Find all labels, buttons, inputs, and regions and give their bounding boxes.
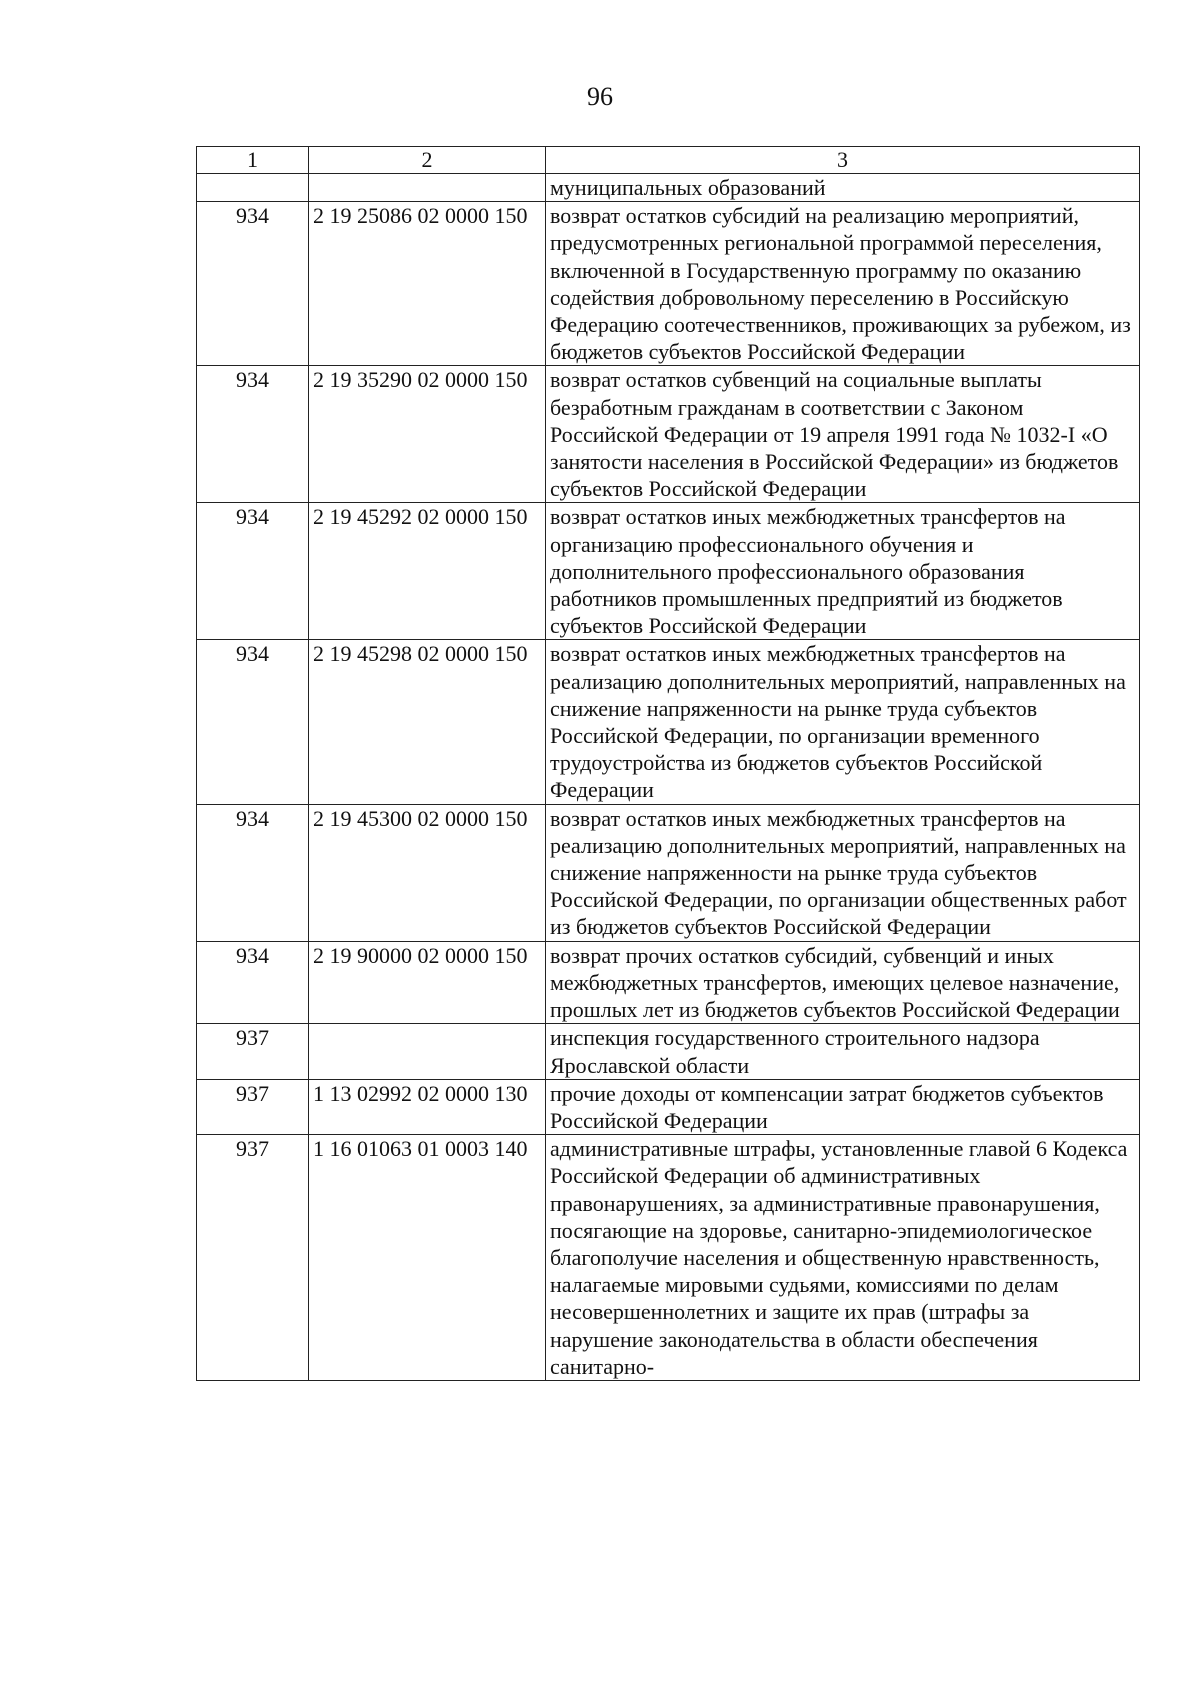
kbk-code-cell [309, 174, 546, 202]
description-cell: возврат остатков иных межбюджетных трансфертов на организацию профессионального обучения и дополнительного профессионального образования работников промышленных предприятий из бюджетов субъектов Российской Федерации [546, 503, 1140, 640]
description-cell: муниципальных образований [546, 174, 1140, 202]
admin-code-cell: 934 [197, 941, 309, 1024]
header-col-3: 3 [546, 147, 1140, 174]
kbk-code-cell: 2 19 90000 02 0000 150 [309, 941, 546, 1024]
kbk-code-cell: 2 19 35290 02 0000 150 [309, 366, 546, 503]
table-row [197, 503, 1140, 640]
admin-code-cell: 937 [197, 1135, 309, 1381]
kbk-code-cell [309, 1024, 546, 1079]
table-row [197, 1135, 1140, 1381]
table-row [197, 1024, 1140, 1079]
table-row [197, 1079, 1140, 1134]
header-col-1: 1 [197, 147, 309, 174]
description-cell: возврат остатков иных межбюджетных трансфертов на реализацию дополнительных мероприятий, направленных на снижение напряженности на рынке труда субъектов Российской Федерации, по организации временного трудоустройства из бюджетов субъектов Российской Федерации [546, 640, 1140, 804]
kbk-code-cell: 1 16 01063 01 0003 140 [309, 1135, 546, 1381]
kbk-code-cell: 2 19 45298 02 0000 150 [309, 640, 546, 804]
admin-code-cell [197, 174, 309, 202]
kbk-code-cell: 2 19 25086 02 0000 150 [309, 202, 546, 366]
description-cell: возврат остатков иных межбюджетных трансфертов на реализацию дополнительных мероприятий, направленных на снижение напряженности на рынке труда субъектов Российской Федерации, по организации общественных работ из бюджетов субъектов Российской Федерации [546, 804, 1140, 941]
admin-code-cell: 937 [197, 1079, 309, 1134]
table-row [197, 804, 1140, 941]
header-col-2: 2 [309, 147, 546, 174]
admin-code-cell: 934 [197, 503, 309, 640]
description-cell: прочие доходы от компенсации затрат бюджетов субъектов Российской Федерации [546, 1079, 1140, 1134]
kbk-code-cell: 2 19 45292 02 0000 150 [309, 503, 546, 640]
admin-code-cell: 934 [197, 202, 309, 366]
description-cell: административные штрафы, установленные главой 6 Кодекса Российской Федерации об административных правонарушениях, за административные правонарушения, посягающие на здоровье, санитарно-эпидемиологическое благополучие населения и общественную нравственность, налагаемые мировыми судьями, комиссиями по делам несовершеннолетних и защите их прав (штрафы за нарушение законодательства в области обеспечения санитарно- [546, 1135, 1140, 1381]
description-cell: возврат прочих остатков субсидий, субвенций и иных межбюджетных трансфертов, имеющих целевое назначение, прошлых лет из бюджетов субъектов Российской Федерации [546, 941, 1140, 1024]
table-header-row [197, 147, 1140, 174]
page-number: 96 [587, 82, 613, 111]
admin-code-cell: 934 [197, 640, 309, 804]
revenue-codes-table [196, 146, 1140, 1381]
table-row [197, 941, 1140, 1024]
description-cell: возврат остатков субвенций на социальные выплаты безработным гражданам в соответствии с Законом Российской Федерации от 19 апреля 1991 года № 1032-I «О занятости населения в Российской Федерации» из бюджетов субъектов Российской Федерации [546, 366, 1140, 503]
table-row [197, 366, 1140, 503]
kbk-code-cell: 2 19 45300 02 0000 150 [309, 804, 546, 941]
admin-code-cell: 934 [197, 366, 309, 503]
table-row [197, 174, 1140, 202]
description-cell: возврат остатков субсидий на реализацию мероприятий, предусмотренных региональной программой переселения, включенной в Государственную программу по оказанию содействия добровольному переселению в Российскую Федерацию соотечественников, проживающих за рубежом, из бюджетов субъектов Российской Федерации [546, 202, 1140, 366]
admin-code-cell: 934 [197, 804, 309, 941]
description-cell: инспекция государственного строительного надзора Ярославской области [546, 1024, 1140, 1079]
admin-code-cell: 937 [197, 1024, 309, 1079]
table-row [197, 640, 1140, 804]
kbk-code-cell: 1 13 02992 02 0000 130 [309, 1079, 546, 1134]
table-row [197, 202, 1140, 366]
